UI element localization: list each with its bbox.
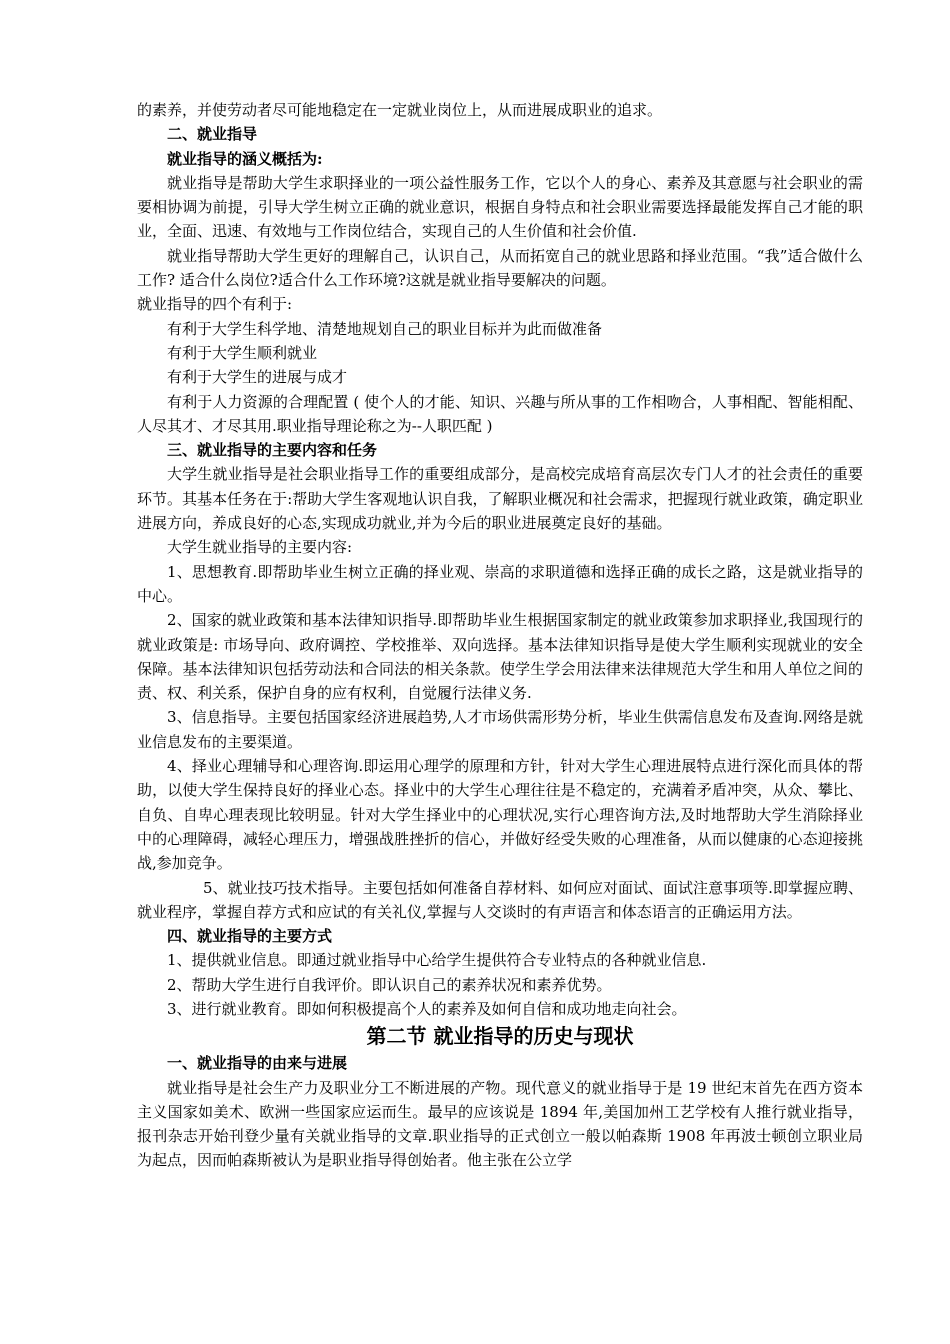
heading-content-and-tasks: 三、就业指导的主要内容和任务 bbox=[167, 441, 378, 460]
body-paragraph: 就业指导帮助大学生更好的理解自己，认识自己，从而拓宽自己的就业思路和择业范围。“我”适合做什么工作? 适合什么岗位?适合什么工作环境?这就是就业指导要解决的问题。 bbox=[137, 246, 863, 290]
body-paragraph: 大学生就业指导的主要内容: bbox=[167, 538, 353, 557]
list-item: 2、帮助大学生进行自我评价。即认识自己的素养状况和素养优势。 bbox=[167, 975, 612, 994]
list-item: 3、进行就业教育。即如何积极提高个人的素养及如何自信和成功地走向社会。 bbox=[167, 999, 687, 1018]
list-item: 5、就业技巧技术指导。主要包括如何准备自荐材料、如何应对面试、面试注意事项等.即掌握应聘、就业程序，掌握自荐方式和应试的有关礼仪,掌握与人交谈时的有声语言和体态语言的正确运用方法。 bbox=[137, 878, 863, 921]
list-item: 有利于大学生科学地、清楚地规划自己的职业目标并为此而做准备 bbox=[167, 319, 603, 338]
list-item: 2、国家的就业政策和基本法律知识指导.即帮助毕业生根据国家制定的就业政策参加求职择业,我国现行的就业政策是: 市场导向、政府调控、学校推举、双向选择。基本法律知识指导是使大学生顺利实现就业的安全保障。基本法律知识包括劳动法和合同法的相关条款。使学生学会用法律来法律规范大学生和用人单位之间的责、权、利关系，保护自身的应有权利，自觉履行法律义务. bbox=[137, 611, 863, 703]
list-item: 3、信息指导。主要包括国家经济进展趋势,人才市场供需形势分析，毕业生供需信息发布及查询.网络是就业信息发布的主要渠道。 bbox=[137, 708, 863, 751]
list-item: 1、提供就业信息。即通过就业指导中心给学生提供符合专业特点的各种就业信息. bbox=[167, 951, 707, 970]
list-item: 有利于人力资源的合理配置 ( 使个人的才能、知识、兴趣与所从事的工作相吻合，人事相配、智能相配、人尽其才、才尽其用.职业指导理论称之为--人职匹配 ) bbox=[137, 392, 863, 435]
heading-origin-and-development: 一、就业指导的由来与进展 bbox=[167, 1054, 348, 1073]
list-item: 有利于大学生的进展与成才 bbox=[167, 368, 348, 387]
section-title: 第二节 就业指导的历史与现状 bbox=[366, 1024, 634, 1049]
document-page bbox=[137, 98, 863, 1173]
body-paragraph: 的素养，并使劳动者尽可能地稳定在一定就业岗位上，从而进展成职业的追求。 bbox=[137, 101, 663, 119]
list-item: 4、择业心理辅导和心理咨询.即运用心理学的原理和方针，针对大学生心理进展特点进行深化而具体的帮助，以使大学生保持良好的择业心态。择业中的大学生心理往往是不稳定的，充满着矛盾冲突，从众、攀比、自负、自卑心理表现比较明显。针对大学生择业中的心理状况,实行心理咨询方法,及时地帮助大学生消除择业中的心理障碍，减轻心理压力，增强战胜挫折的信心，并做好经受失败的心理准备，从而以健康的心态迎接挑战,参加竞争。 bbox=[137, 757, 863, 873]
list-item: 有利于大学生顺利就业 bbox=[167, 343, 318, 362]
body-paragraph: 就业指导是帮助大学生求职择业的一项公益性服务工作，它以个人的身心、素养及其意愿与社会职业的需要相协调为前提，引导大学生树立正确的就业意识，根据自身特点和社会职业需要选择最能发挥自己才能的职业，全面、迅速、有效地与工作岗位结合，实现自己的人生价值和社会价值. bbox=[137, 173, 863, 241]
heading-main-methods: 四、就业指导的主要方式 bbox=[167, 927, 333, 946]
body-paragraph: 就业指导的四个有利于: bbox=[137, 295, 293, 314]
list-item: 1、思想教育.即帮助毕业生树立正确的择业观、崇高的求职道德和选择正确的成长之路，这是就业指导的中心。 bbox=[137, 562, 863, 605]
heading-definition: 就业指导的涵义概括为: bbox=[167, 149, 323, 168]
body-paragraph: 就业指导是社会生产力及职业分工不断进展的产物。现代意义的就业指导于是 19 世纪末首先在西方资本主义国家如美术、欧洲一些国家应运而生。最早的应该说是 1894 年,美国加州工艺学校有人推行就业指导，报刊杂志开始刊登少量有关就业指导的文章.职业指导的正式创立一般以帕森斯 1908 年再波士顿创立职业局为起点，因而帕森斯被认为是职业指导得创始者。他主张在公立学 bbox=[137, 1078, 863, 1170]
heading-employment-guidance: 二、就业指导 bbox=[167, 125, 258, 144]
body-paragraph: 大学生就业指导是社会职业指导工作的重要组成部分，是高校完成培育高层次专门人才的社会责任的重要环节。其基本任务在于:帮助大学生客观地认识自我，了解职业概况和社会需求，把握现行就业政策，确定职业进展方向，养成良好的心态,实现成功就业,并为今后的职业进展奠定良好的基础。 bbox=[137, 465, 863, 533]
